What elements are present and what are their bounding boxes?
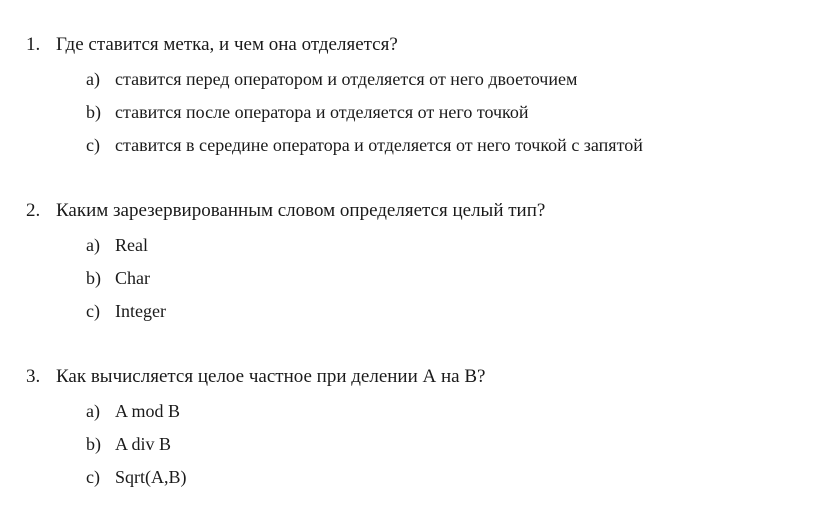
question-1 <box>26 34 806 156</box>
option-text: Char <box>115 268 150 288</box>
question-text: Как вычисляется целое частное при делении А на В? <box>56 366 486 387</box>
question-3-heading <box>26 366 806 388</box>
option-text: Sqrt(A,B) <box>115 467 187 487</box>
option-text: ставится после оператора и отделяется от него точкой <box>115 102 529 122</box>
option-letter: a) <box>86 235 100 255</box>
question-text: Каким зарезервированным словом определяется целый тип? <box>56 200 546 221</box>
question-2 <box>26 200 806 322</box>
option-a <box>86 400 806 422</box>
option-letter: c) <box>86 301 100 321</box>
option-c <box>86 466 806 488</box>
option-letter: a) <box>86 401 100 421</box>
question-text: Где ставится метка, и чем она отделяется? <box>56 34 398 55</box>
option-list <box>26 400 806 488</box>
option-text: Real <box>115 235 148 255</box>
question-2-heading <box>26 200 806 222</box>
option-a <box>86 234 806 256</box>
option-c <box>86 134 806 156</box>
question-number: 2. <box>26 200 41 221</box>
option-text: ставится перед оператором и отделяется от него двоеточием <box>115 69 578 89</box>
question-1-heading <box>26 34 806 56</box>
option-b <box>86 433 806 455</box>
option-text: A mod B <box>115 401 181 421</box>
option-a <box>86 68 806 90</box>
option-list <box>26 234 806 322</box>
option-b <box>86 267 806 289</box>
option-list <box>26 68 806 156</box>
question-number: 1. <box>26 34 41 55</box>
option-letter: b) <box>86 434 101 454</box>
option-letter: c) <box>86 467 100 487</box>
option-text: ставится в середине оператора и отделяется от него точкой с запятой <box>115 135 643 155</box>
option-letter: b) <box>86 268 101 288</box>
option-text: A div B <box>115 434 172 454</box>
option-letter: b) <box>86 102 101 122</box>
option-letter: c) <box>86 135 100 155</box>
question-number: 3. <box>26 366 41 387</box>
option-text: Integer <box>115 301 166 321</box>
question-3 <box>26 366 806 488</box>
option-letter: a) <box>86 69 100 89</box>
option-c <box>86 300 806 322</box>
option-b <box>86 101 806 123</box>
